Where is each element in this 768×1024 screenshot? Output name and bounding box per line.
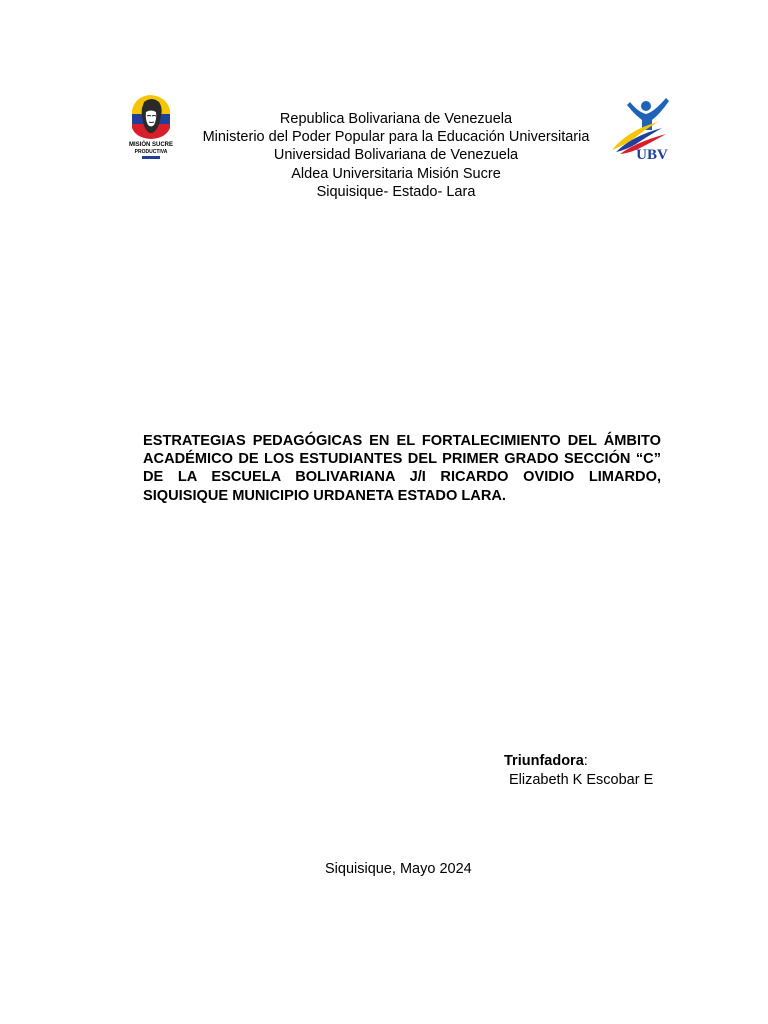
mision-sucre-text: MISIÓN SUCRE	[128, 142, 174, 148]
document-title: ESTRATEGIAS PEDAGÓGICAS EN EL FORTALECIMIENTO DEL ÁMBITO ACADÉMICO DE LOS ESTUDIANTES DEL PRIMER GRADO SECCIÓN “C” DE LA ESCUELA BOLIVARIANA J/I RICARDO OVIDIO LIMARDO, SIQUISIQUE MUNICIPIO URDANETA ESTADO LARA.	[143, 433, 661, 504]
header-line-location: Siquisique- Estado- Lara	[316, 183, 476, 200]
author-name: Elizabeth K Escobar E	[509, 772, 654, 788]
author-label-colon: :	[583, 753, 588, 769]
ubv-logo	[608, 96, 678, 162]
place-date: Siquisique, Mayo 2024	[325, 861, 472, 877]
productiva-text: PRODUCTIVA	[134, 149, 168, 155]
author-label	[504, 753, 588, 769]
ubv-emblem	[608, 96, 678, 162]
mision-sucre-logo	[126, 92, 176, 164]
header-line-ministry: Ministerio del Poder Popular para la Educación Universitaria	[202, 129, 590, 146]
header-line-university: Universidad Bolivariana de Venezuela	[273, 147, 519, 164]
author-label-text: Triunfadora	[504, 753, 584, 769]
institution-header	[186, 110, 606, 201]
header-line-aldea: Aldea Universitaria Misión Sucre	[291, 165, 501, 182]
mision-sucre-emblem	[126, 92, 176, 164]
ubv-text: UBV	[636, 147, 668, 162]
header-line-republic: Republica Bolivariana de Venezuela	[279, 111, 513, 127]
